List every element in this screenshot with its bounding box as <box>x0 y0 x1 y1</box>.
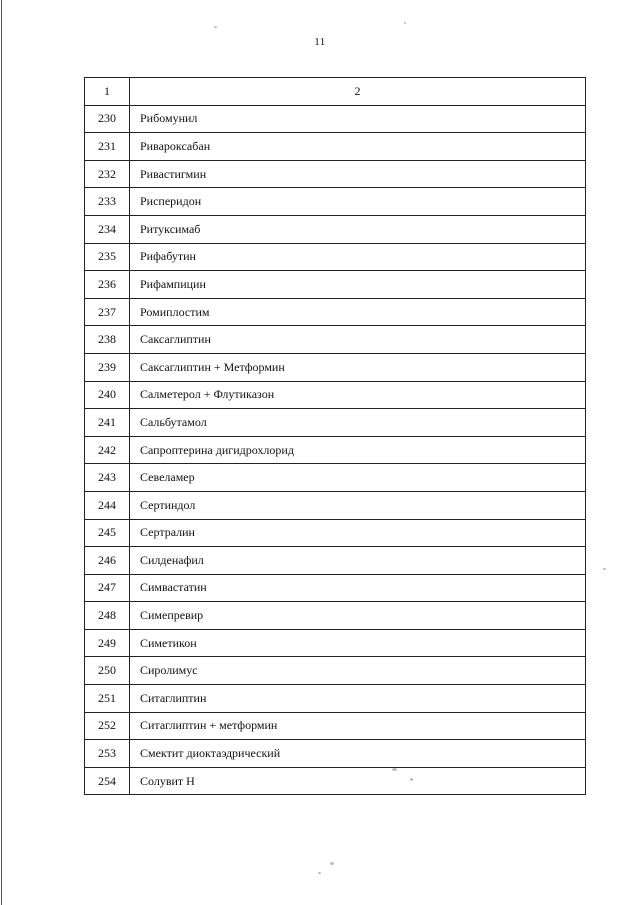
table-row <box>85 160 586 188</box>
table-row <box>85 409 586 437</box>
drug-name: Ситаглиптин + метформин <box>130 712 586 740</box>
page-number: 11 <box>314 36 326 48</box>
row-number: 231 <box>85 133 130 161</box>
table-row <box>85 464 586 492</box>
drug-name: Сиролимус <box>130 657 586 685</box>
drug-name: Рифабутин <box>130 243 586 271</box>
row-number: 232 <box>85 160 130 188</box>
drug-name: Смектит диоктаэдрический <box>130 740 586 768</box>
drug-name: Салметерол + Флутиказон <box>130 381 586 409</box>
table-row <box>85 491 586 519</box>
row-number: 233 <box>85 188 130 216</box>
scan-speck <box>603 568 606 570</box>
table-row <box>85 685 586 713</box>
table-row <box>85 243 586 271</box>
drug-name: Силденафил <box>130 547 586 575</box>
table-row <box>85 657 586 685</box>
drug-name: Сальбутамол <box>130 409 586 437</box>
table-body <box>85 105 586 795</box>
drug-name: Ривастигмин <box>130 160 586 188</box>
drug-name: Ритуксимаб <box>130 215 586 243</box>
row-number: 247 <box>85 574 130 602</box>
drug-name: Саксаглиптин + Метформин <box>130 353 586 381</box>
table-row <box>85 215 586 243</box>
table-row <box>85 767 586 795</box>
scan-speck <box>404 22 406 24</box>
column-header-name: 2 <box>130 78 586 106</box>
drug-name: Рисперидон <box>130 188 586 216</box>
drug-name: Симвастатин <box>130 574 586 602</box>
row-number: 253 <box>85 740 130 768</box>
drug-name: Севеламер <box>130 464 586 492</box>
table-row <box>85 547 586 575</box>
table-row <box>85 602 586 630</box>
row-number: 245 <box>85 519 130 547</box>
drug-name: Симетикон <box>130 629 586 657</box>
table-row <box>85 381 586 409</box>
table-row <box>85 740 586 768</box>
table-row <box>85 353 586 381</box>
row-number: 230 <box>85 105 130 133</box>
row-number: 249 <box>85 629 130 657</box>
drug-name: Солувит Н <box>130 767 586 795</box>
table-header-row <box>85 78 586 106</box>
row-number: 236 <box>85 271 130 299</box>
drug-name: Рифампицин <box>130 271 586 299</box>
drug-name: Сапроптерина дигидрохлорид <box>130 436 586 464</box>
drug-name: Рибомунил <box>130 105 586 133</box>
table-row <box>85 436 586 464</box>
drug-name: Саксаглиптин <box>130 326 586 354</box>
scan-speck <box>330 862 334 865</box>
drug-name: Ситаглиптин <box>130 685 586 713</box>
scan-speck <box>214 26 217 28</box>
drug-name: Сертралин <box>130 519 586 547</box>
drug-name: Ривароксабан <box>130 133 586 161</box>
table-row <box>85 271 586 299</box>
scan-speck <box>318 872 321 874</box>
table-row <box>85 629 586 657</box>
row-number: 241 <box>85 409 130 437</box>
row-number: 237 <box>85 298 130 326</box>
drug-name: Сертиндол <box>130 491 586 519</box>
row-number: 251 <box>85 685 130 713</box>
row-number: 238 <box>85 326 130 354</box>
row-number: 252 <box>85 712 130 740</box>
row-number: 244 <box>85 491 130 519</box>
row-number: 242 <box>85 436 130 464</box>
table-row <box>85 133 586 161</box>
scan-speck <box>410 778 413 781</box>
page-edge-line <box>1 0 2 905</box>
table-row <box>85 712 586 740</box>
drug-list-table <box>84 77 586 795</box>
row-number: 248 <box>85 602 130 630</box>
row-number: 234 <box>85 215 130 243</box>
table-row <box>85 298 586 326</box>
row-number: 240 <box>85 381 130 409</box>
row-number: 243 <box>85 464 130 492</box>
table-row <box>85 574 586 602</box>
scan-speck <box>392 768 397 771</box>
table-row <box>85 188 586 216</box>
drug-name: Симепревир <box>130 602 586 630</box>
table-row <box>85 326 586 354</box>
row-number: 235 <box>85 243 130 271</box>
table-row <box>85 519 586 547</box>
row-number: 250 <box>85 657 130 685</box>
table-row <box>85 105 586 133</box>
row-number: 254 <box>85 767 130 795</box>
column-header-number: 1 <box>85 78 130 106</box>
row-number: 239 <box>85 353 130 381</box>
row-number: 246 <box>85 547 130 575</box>
drug-name: Ромиплостим <box>130 298 586 326</box>
